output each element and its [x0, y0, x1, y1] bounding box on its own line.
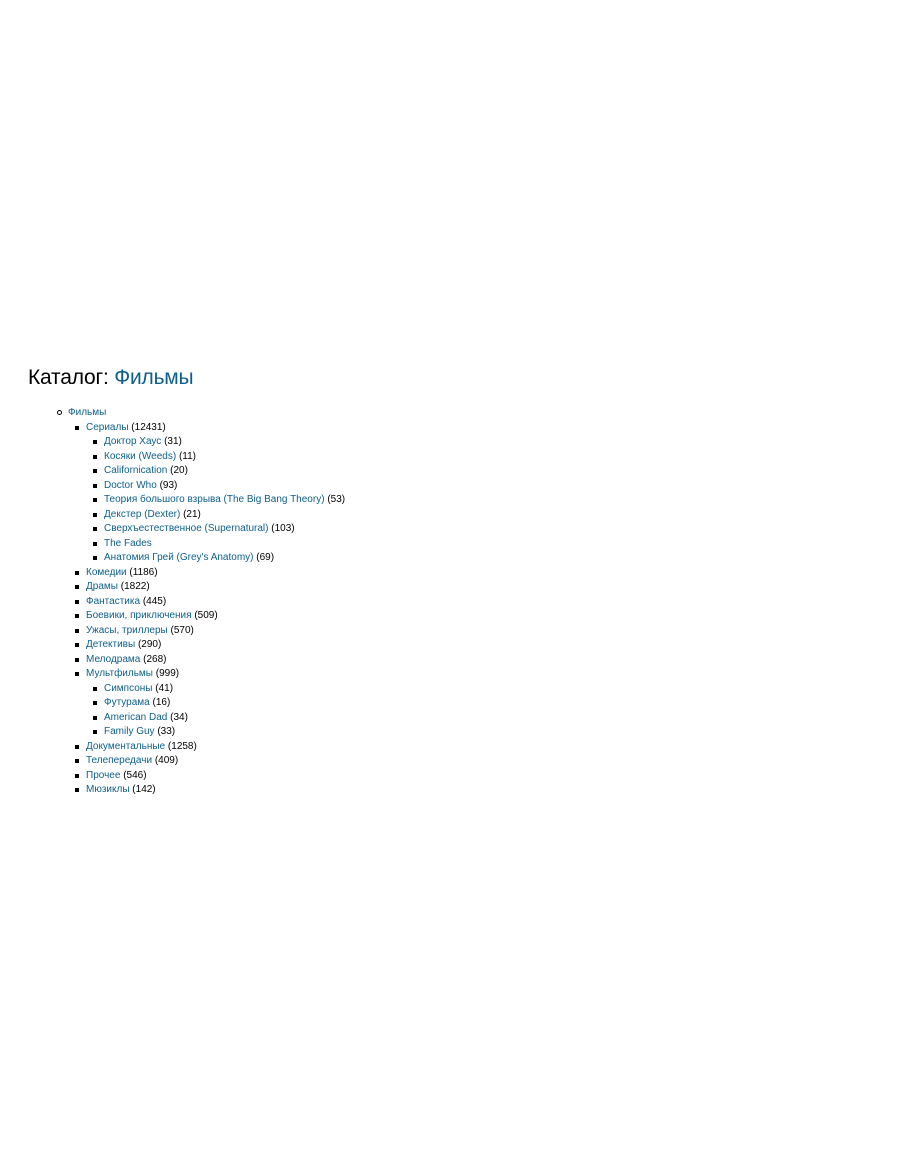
- subcategory-item: [104, 725, 888, 740]
- category-item: [86, 754, 888, 769]
- subcategory-list: [86, 682, 888, 740]
- category-link[interactable]: Мультфильмы: [86, 668, 153, 679]
- category-item: [86, 783, 888, 798]
- subcategory-item: [104, 450, 888, 465]
- category-item: [86, 769, 888, 784]
- subcategory-link[interactable]: Доктор Хаус: [104, 436, 162, 447]
- square-bullet-icon: [93, 513, 97, 517]
- category-link[interactable]: Комедии: [86, 566, 127, 578]
- category-item: [86, 667, 888, 740]
- catalog-section: [28, 365, 888, 798]
- subcategory-link[interactable]: Doctor Who: [104, 479, 157, 491]
- subcategory-link[interactable]: Декстер (Dexter): [104, 508, 181, 520]
- category-item: [86, 421, 888, 566]
- subcategory-item: [104, 711, 888, 726]
- subcategory-count: (11): [178, 450, 196, 462]
- square-bullet-icon: [75, 614, 79, 618]
- category-item: [86, 740, 888, 755]
- subcategory-item: [104, 479, 888, 494]
- category-count: (570): [170, 624, 194, 636]
- square-bullet-icon: [93, 484, 97, 488]
- square-bullet-icon: [93, 730, 97, 734]
- category-link[interactable]: Боевики, приключения: [86, 610, 192, 621]
- square-bullet-icon: [75, 672, 79, 676]
- category-item: [86, 638, 888, 653]
- square-bullet-icon: [75, 600, 79, 604]
- category-link[interactable]: Ужасы, триллеры: [86, 624, 168, 636]
- tree-root-item: [68, 406, 888, 798]
- catalog-tree: [28, 406, 888, 798]
- square-bullet-icon: [93, 687, 97, 691]
- subcategory-item: [104, 537, 888, 552]
- subcategory-link[interactable]: Теория большого взрыва (The Big Bang Theory): [104, 494, 325, 505]
- square-bullet-icon: [75, 571, 79, 575]
- category-count: (290): [137, 639, 162, 650]
- category-count: (12431): [131, 421, 166, 433]
- subcategory-count: (103): [271, 523, 295, 534]
- subcategory-link[interactable]: Анатомия Грей (Grey's Anatomy): [104, 552, 254, 563]
- category-list: [68, 421, 888, 798]
- category-link[interactable]: Драмы: [86, 581, 118, 592]
- category-count: (268): [143, 653, 167, 665]
- subcategory-count: (69): [256, 552, 275, 563]
- square-bullet-icon: [93, 527, 97, 531]
- subcategory-link[interactable]: The Fades: [104, 537, 152, 549]
- square-bullet-icon: [93, 542, 97, 546]
- category-link[interactable]: Мюзиклы: [86, 784, 130, 795]
- subcategory-list: [86, 435, 888, 566]
- category-count: (409): [154, 755, 179, 766]
- square-bullet-icon: [93, 469, 97, 473]
- subcategory-item: [104, 522, 888, 537]
- square-bullet-icon: [93, 716, 97, 720]
- category-item: [86, 624, 888, 639]
- category-item: [86, 595, 888, 610]
- subcategory-link[interactable]: Футурама: [104, 697, 150, 708]
- circle-bullet-icon: [57, 410, 62, 415]
- subcategory-item: [104, 493, 888, 508]
- category-item: [86, 580, 888, 595]
- category-link[interactable]: Сериалы: [86, 421, 129, 433]
- subcategory-item: [104, 696, 888, 711]
- square-bullet-icon: [93, 440, 97, 444]
- subcategory-count: (21): [183, 508, 201, 520]
- category-count: (1186): [129, 566, 158, 578]
- subcategory-count: (53): [327, 494, 346, 505]
- square-bullet-icon: [75, 658, 79, 662]
- square-bullet-icon: [75, 629, 79, 633]
- category-count: (509): [194, 610, 218, 621]
- square-bullet-icon: [75, 643, 79, 647]
- title-prefix: Каталог:: [28, 366, 109, 389]
- subcategory-link[interactable]: Family Guy: [104, 726, 155, 737]
- subcategory-item: [104, 682, 888, 697]
- category-link[interactable]: Детективы: [86, 639, 136, 650]
- category-count: (445): [142, 595, 167, 607]
- square-bullet-icon: [75, 759, 79, 763]
- subcategory-item: [104, 435, 888, 450]
- category-link[interactable]: Мелодрама: [86, 653, 141, 665]
- subcategory-link[interactable]: Californication: [104, 465, 168, 476]
- square-bullet-icon: [75, 426, 79, 430]
- square-bullet-icon: [75, 745, 79, 749]
- subcategory-count: (16): [152, 697, 171, 708]
- square-bullet-icon: [75, 585, 79, 589]
- subcategory-count: (93): [159, 479, 178, 491]
- category-item: [86, 566, 888, 581]
- square-bullet-icon: [75, 788, 79, 792]
- subcategory-link[interactable]: American Dad: [104, 711, 168, 723]
- category-item: [86, 653, 888, 668]
- subcategory-count: (20): [170, 465, 188, 476]
- tree-root-link[interactable]: Фильмы: [68, 407, 107, 418]
- category-link[interactable]: Телепередачи: [86, 755, 153, 766]
- category-link[interactable]: Фантастика: [86, 595, 141, 607]
- square-bullet-icon: [93, 455, 97, 459]
- subcategory-item: [104, 508, 888, 523]
- subcategory-link[interactable]: Косяки (Weeds): [104, 450, 177, 462]
- subcategory-count: (33): [157, 726, 176, 737]
- subcategory-count: (34): [170, 711, 188, 723]
- subcategory-item: [104, 464, 888, 479]
- square-bullet-icon: [93, 701, 97, 705]
- category-item: [86, 609, 888, 624]
- category-link[interactable]: Прочее: [86, 769, 121, 781]
- square-bullet-icon: [93, 498, 97, 502]
- category-link[interactable]: Документальные: [86, 740, 166, 752]
- subcategory-count: (31): [164, 436, 182, 447]
- subcategory-link[interactable]: Симпсоны: [104, 682, 153, 694]
- square-bullet-icon: [75, 774, 79, 778]
- category-count: (142): [132, 784, 156, 795]
- category-count: (546): [123, 769, 147, 781]
- square-bullet-icon: [93, 556, 97, 560]
- category-count: (1822): [120, 581, 150, 592]
- category-count: (999): [155, 668, 180, 679]
- subcategory-count: (41): [155, 682, 174, 694]
- title-catalog-link[interactable]: Фильмы: [114, 366, 194, 389]
- page-title: [28, 365, 888, 391]
- subcategory-item: [104, 551, 888, 566]
- category-count: (1258): [167, 740, 197, 752]
- subcategory-link[interactable]: Сверхъестественное (Supernatural): [104, 523, 269, 534]
